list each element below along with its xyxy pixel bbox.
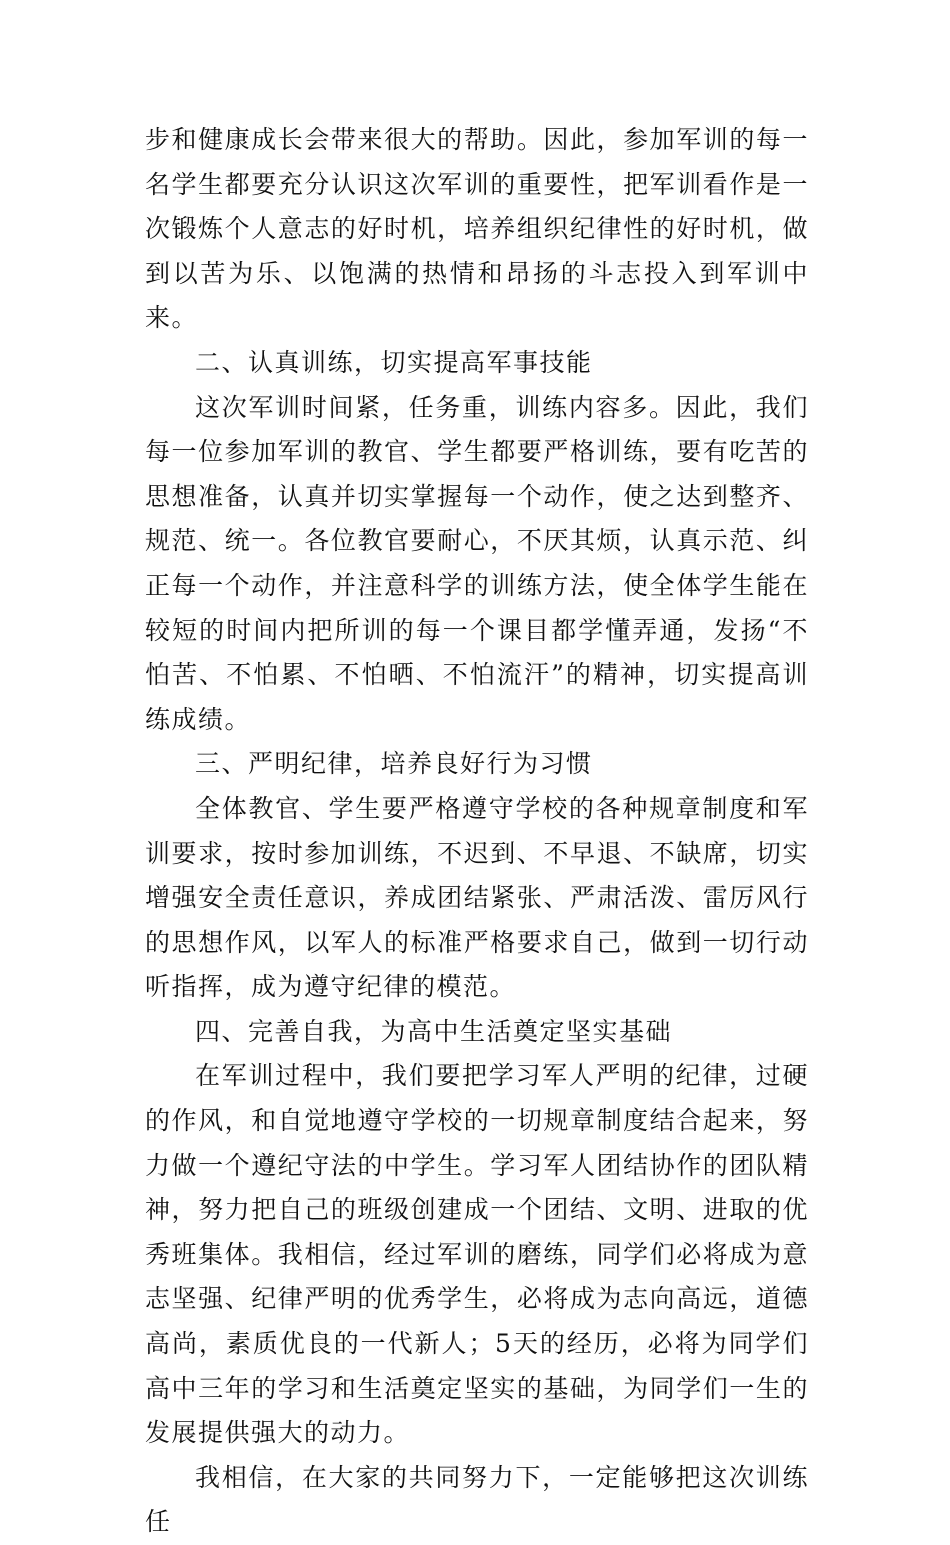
section-heading-2: 二、认真训练，切实提高军事技能	[195, 347, 593, 377]
paragraph-discipline: 全体教官、学生要严格遵守学校的各种规章制度和军训要求，按时参加训练，不迟到、不早退、不缺席，切实增强安全责任意识，养成团结紧张、严肃活泼、雷厉风行的思想作风，以军人的标准严格要求自己，做到一切行动听指挥，成为遵守纪律的模范。	[145, 793, 809, 1002]
paragraph-training: 这次军训时间紧，任务重，训练内容多。因此，我们每一位参加军训的教官、学生都要严格训练，要有吃苦的思想准备，认真并切实掌握每一个动作，使之达到整齐、规范、统一。各位教官要耐心，不厌其烦，认真示范、纠正每一个动作，并注意科学的训练方法，使全体学生能在较短的时间内把所训的每一个课目都学懂弄通，发扬“不怕苦、不怕累、不怕晒、不怕流汗”的精神，切实提高训练成绩。	[145, 392, 809, 734]
section-heading-4: 四、完善自我，为高中生活奠定坚实基础	[195, 1016, 673, 1046]
paragraph-continued: 步和健康成长会带来很大的帮助。因此，参加军训的每一名学生都要充分认识这次军训的重要性，把军训看作是一次锻炼个人意志的好时机，培养组织纪律性的好时机，做到以苦为乐、以饱满的热情和昂扬的斗志投入到军训中来。	[145, 125, 809, 333]
paragraph-self-improvement: 在军训过程中，我们要把学习军人严明的纪律，过硬的作风，和自觉地遵守学校的一切规章制度结合起来，努力做一个遵纪守法的中学生。学习军人团结协作的团队精神，努力把自己的班级创建成一个团结、文明、进取的优秀班集体。我相信，经过军训的磨练，同学们必将成为意志坚强、纪律严明的优秀学生，必将成为志向高远，道德高尚，素质优良的一代新人；5天的经历，必将为同学们高中三年的学习和生活奠定坚实的基础，为同学们一生的发展提供强大的动力。	[145, 1061, 809, 1448]
section-heading-3: 三、严明纪律，培养良好行为习惯	[195, 749, 593, 779]
document-page	[145, 118, 809, 1545]
paragraph-closing: 我相信，在大家的共同努力下，一定能够把这次训练任	[145, 1462, 809, 1537]
